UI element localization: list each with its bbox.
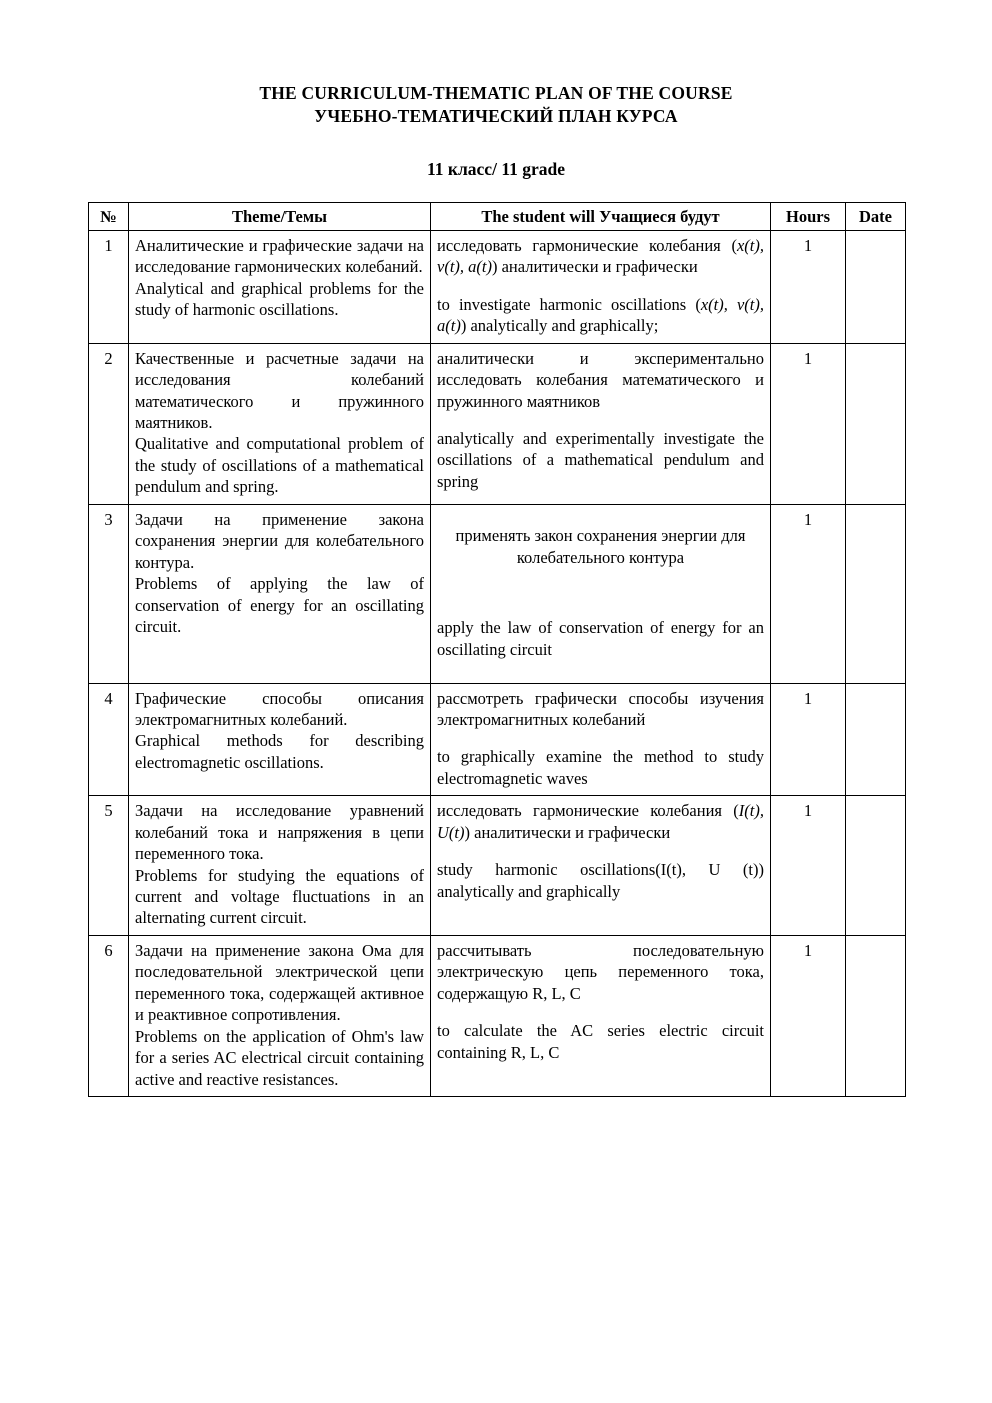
student-english: to calculate the AC series electric circuit containing R, L, C <box>437 1021 764 1062</box>
row-hours: 1 <box>771 504 846 683</box>
row-number: 5 <box>89 796 129 936</box>
student-russian: рассчитывать последовательную электрическую цепь переменного тока, содержащую R, L, C <box>437 940 764 1003</box>
row-hours: 1 <box>771 343 846 504</box>
row-number: 2 <box>89 343 129 504</box>
student-russian-pre: исследовать гармонические колебания ( <box>437 235 737 255</box>
theme-english: Problems for studying the equations of current and voltage fluctuations in an alternating current circuit. <box>135 865 424 928</box>
student-english: to graphically examine the method to study electromagnetic waves <box>437 747 764 788</box>
student-russian-formula: I(t), U(t) <box>437 801 764 842</box>
row-student <box>431 796 771 936</box>
paragraph-spacer <box>437 1004 764 1020</box>
theme-russian: Задачи на применение закона сохранения энергии для колебательного контура. <box>135 509 424 572</box>
grade-subtitle: 11 класс/ 11 grade <box>426 158 565 179</box>
theme-russian: Аналитические и графические задачи на исследование гармонических колебаний. <box>135 235 424 277</box>
theme-english: Problems on the application of Ohm's law for a series AC electrical circuit containing active and reactive resistances. <box>135 1026 424 1089</box>
curriculum-plan-table <box>88 202 906 1097</box>
table-row <box>89 683 906 796</box>
row-hours: 1 <box>771 796 846 936</box>
table-row <box>89 796 906 936</box>
student-russian-formula: x(t), v(t), a(t) <box>437 235 764 277</box>
student-english-pre: to investigate harmonic oscillations ( <box>437 294 701 314</box>
row-number: 3 <box>89 504 129 683</box>
table-header-row <box>89 202 906 230</box>
student-russian-post: ) аналитически и графически <box>464 822 671 842</box>
header-theme: Theme/Темы <box>129 202 431 230</box>
header-hours: Hours <box>771 202 846 230</box>
student-english: analytically and experimentally investigate the oscillations of a mathematical pendulum and spring <box>437 429 764 491</box>
row-hours: 1 <box>771 230 846 343</box>
row-student <box>431 935 771 1096</box>
student-russian-post: ) аналитически и графически <box>491 257 698 277</box>
student-english-formula: x(t), v(t), a(t) <box>437 294 765 336</box>
theme-russian: Задачи на применение закона Ома для последовательной электрической цепи переменного тока, содержащей активное и реактивное сопротивления. <box>135 940 424 1025</box>
row-theme <box>129 230 431 343</box>
student-russian-pre: исследовать гармонические колебания ( <box>437 801 739 821</box>
student-english: study harmonic oscillations(I(t), U (t)) analytically and graphically <box>437 860 764 901</box>
title-line-russian: УЧЕБНО-ТЕМАТИЧЕСКИЙ ПЛАН КУРСА <box>314 106 678 127</box>
row-date <box>846 683 906 796</box>
student-russian: рассмотреть графически способы изучения электромагнитных колебаний <box>437 688 764 729</box>
theme-russian: Качественные и расчетные задачи на исследования колебаний математического и пружинного маятников. <box>135 348 424 433</box>
student-english-post: ) analytically and graphically; <box>460 316 659 336</box>
paragraph-spacer <box>437 585 764 601</box>
header-student: The student will Учащиеся будут <box>431 202 771 230</box>
theme-english: Analytical and graphical problems for the study of harmonic oscillations. <box>135 278 424 320</box>
student-english <box>437 294 764 337</box>
theme-english: Qualitative and computational problem of the study of oscillations of a mathematical pendulum and spring. <box>135 434 424 497</box>
page-title <box>88 82 904 129</box>
student-russian <box>437 235 764 278</box>
paragraph-spacer <box>437 278 764 294</box>
row-number: 4 <box>89 683 129 796</box>
row-student <box>431 343 771 504</box>
row-hours: 1 <box>771 683 846 796</box>
row-student <box>431 504 771 683</box>
theme-english: Graphical methods for describing electromagnetic oscillations. <box>135 731 424 772</box>
header-num: № <box>89 202 129 230</box>
paragraph-spacer <box>437 843 764 859</box>
row-student <box>431 683 771 796</box>
student-russian: аналитически и экспериментально исследовать колебания математического и пружинного маятников <box>437 348 764 411</box>
row-date <box>846 935 906 1096</box>
theme-russian: Задачи на исследование уравнений колебаний тока и напряжения в цепи переменного тока. <box>135 801 424 864</box>
student-russian <box>437 800 764 843</box>
table-row <box>89 230 906 343</box>
student-english: apply the law of conservation of energy for an oscillating circuit <box>437 618 764 659</box>
student-russian: применять закон сохранения энергии для колебательного контура <box>455 526 746 567</box>
theme-russian: Графические способы описания электромагнитных колебаний. <box>135 688 424 729</box>
title-line-english: THE CURRICULUM-THEMATIC PLAN OF THE COURSE <box>259 83 733 103</box>
row-theme <box>129 683 431 796</box>
row-number: 6 <box>89 935 129 1096</box>
header-date: Date <box>846 202 906 230</box>
row-theme <box>129 935 431 1096</box>
row-date <box>846 230 906 343</box>
paragraph-spacer <box>437 412 764 428</box>
row-theme <box>129 343 431 504</box>
row-student <box>431 230 771 343</box>
table-row <box>89 935 906 1096</box>
table-row <box>89 504 906 683</box>
row-hours: 1 <box>771 935 846 1096</box>
theme-english: Problems of applying the law of conservation of energy for an oscillating circuit. <box>135 574 424 636</box>
row-date <box>846 504 906 683</box>
row-date <box>846 343 906 504</box>
paragraph-spacer <box>437 730 764 746</box>
row-number: 1 <box>89 230 129 343</box>
row-theme <box>129 504 431 683</box>
row-theme <box>129 796 431 936</box>
row-date <box>846 796 906 936</box>
table-row <box>89 343 906 504</box>
